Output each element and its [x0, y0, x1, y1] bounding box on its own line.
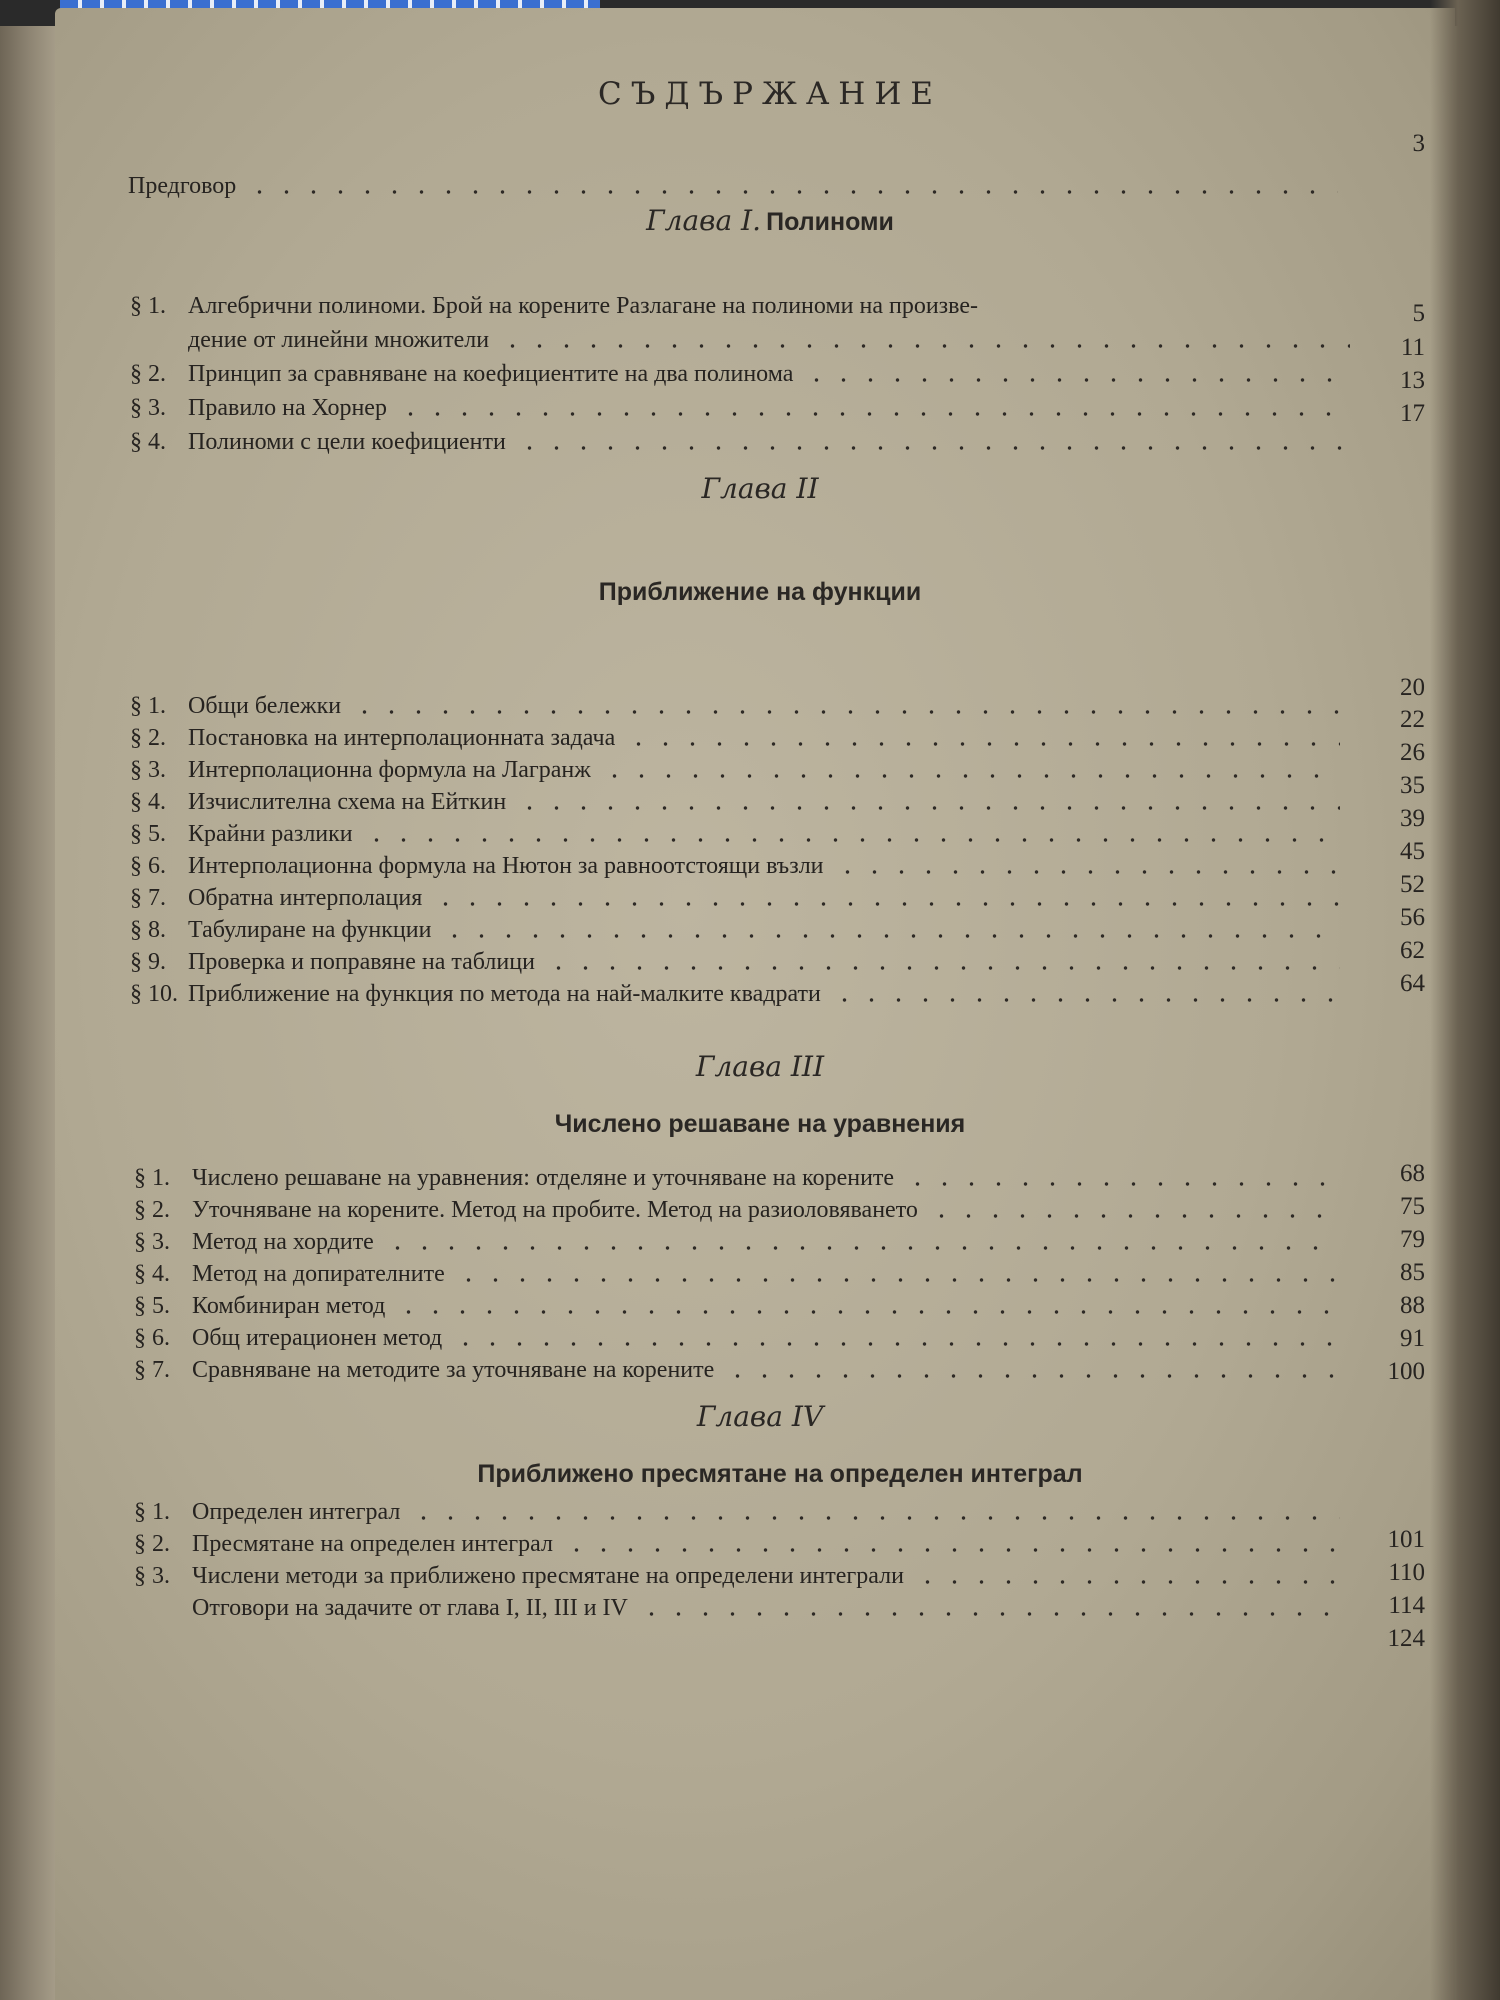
page-gutter-shadow	[1430, 0, 1500, 2000]
dot-leader	[545, 966, 1340, 970]
toc-entry: § 3. Метод на хордите	[134, 1224, 1350, 1256]
chapter4-heading-title: Приближено пресмятане на определен интеграл	[477, 1460, 1083, 1488]
page-number: 45	[1400, 838, 1425, 865]
page-number: 17	[1400, 400, 1425, 427]
page-number: 56	[1400, 904, 1425, 931]
dot-leader	[638, 1612, 1340, 1616]
toc-entry-preface	[128, 168, 1348, 200]
chapter3-heading-title: Числено решаване на уравнения	[554, 1110, 966, 1138]
dot-leader	[397, 412, 1350, 416]
page-number: 91	[1400, 1325, 1425, 1352]
page-number: 3	[1412, 130, 1425, 157]
toc-entry: § 7. Обратна интерполация	[130, 880, 1350, 912]
dot-leader	[410, 1516, 1340, 1520]
toc-entry: § 1. Алгебрични полиноми. Брой на корените Разлагане на полиноми на произве-	[130, 293, 978, 319]
chapter1-heading: Глава I. Полиноми	[646, 204, 894, 237]
toc-entry: § 5. Крайни разлики	[130, 816, 1350, 848]
toc-entry: дение от линейни множители	[130, 322, 1360, 354]
page-number: 11	[1400, 334, 1425, 361]
dot-leader	[601, 774, 1340, 778]
toc-entry: § 4. Метод на допирателните	[134, 1256, 1350, 1288]
toc-entry: § 1. Числено решаване на уравнения: отделяне и уточняване на корените	[134, 1160, 1350, 1192]
dot-leader	[452, 1342, 1340, 1346]
dot-leader	[384, 1246, 1340, 1250]
page-number: 20	[1400, 674, 1425, 701]
page-number: 26	[1400, 739, 1425, 766]
toc-entry: § 2. Принцип за сравняване на коефициентите на два полинома	[130, 356, 1360, 388]
dot-leader	[441, 934, 1340, 938]
toc-entry: § 10. Приближение на функция по метода на най-малките квадрати	[130, 976, 1350, 1008]
chapter2-heading-title: Приближение на функции	[598, 578, 922, 606]
dot-leader	[516, 446, 1350, 450]
toc-entry: § 9. Проверка и поправяне на таблици	[130, 944, 1350, 976]
page-number: 114	[1388, 1592, 1425, 1619]
toc-entry: § 7. Сравняване на методите за уточняване на корените	[134, 1352, 1350, 1384]
page-number: 79	[1400, 1226, 1425, 1253]
toc-entry: § 8. Табулиране на функции	[130, 912, 1350, 944]
dot-leader	[904, 1182, 1340, 1186]
page-number: 5	[1412, 300, 1425, 327]
dot-leader	[724, 1374, 1340, 1378]
toc-entry: § 2. Постановка на интерполационната задача	[130, 720, 1350, 752]
dot-leader	[914, 1580, 1340, 1584]
toc-entry: § 4. Полиноми с цели коефициенти	[130, 424, 1360, 456]
toc-entry: § 6. Интерполационна формула на Нютон за равноотстоящи възли	[130, 848, 1350, 880]
chapter2-heading-label: Глава II	[701, 472, 819, 505]
toc-entry: § 2. Пресмятане на определен интеграл	[134, 1526, 1350, 1558]
page-number: 101	[1387, 1526, 1425, 1553]
toc-entry: § 3. Правило на Хорнер	[130, 390, 1360, 422]
toc-entry: § 5. Комбиниран метод	[134, 1288, 1350, 1320]
dot-leader	[351, 710, 1340, 714]
page-number: 88	[1400, 1292, 1425, 1319]
toc-entry-text: Предговор	[128, 173, 237, 199]
page-number: 85	[1400, 1259, 1425, 1286]
dot-leader	[499, 344, 1350, 348]
page-number: 22	[1400, 706, 1425, 733]
dot-leader	[625, 742, 1340, 746]
dot-leader	[928, 1214, 1340, 1218]
page-number: 100	[1387, 1358, 1425, 1385]
toc-entry: § 1. Определен интеграл	[134, 1494, 1350, 1526]
page-title: СЪДЪРЖАНИЕ	[597, 76, 943, 112]
toc-entry: § 2. Уточняване на корените. Метод на пробите. Метод на разиоловяването	[134, 1192, 1350, 1224]
dot-leader	[831, 998, 1340, 1002]
page-number: 62	[1400, 937, 1425, 964]
toc-entry: Отговори на задачите от глава I, II, III и IV	[134, 1590, 1350, 1622]
page-number: 124	[1387, 1625, 1425, 1652]
page-number: 68	[1400, 1160, 1425, 1187]
toc-entry: § 3. Интерполационна формула на Лагранж	[130, 752, 1350, 784]
page-number: 13	[1400, 367, 1425, 394]
dot-leader	[516, 806, 1340, 810]
page-number: 64	[1400, 970, 1425, 997]
dot-leader	[455, 1278, 1340, 1282]
chapter4-heading-label: Глава IV	[696, 1400, 824, 1433]
chapter3-heading-label: Глава III	[695, 1050, 825, 1083]
dot-leader	[563, 1548, 1340, 1552]
dot-leader	[432, 902, 1340, 906]
page-number: 75	[1400, 1193, 1425, 1220]
dot-leader	[834, 870, 1340, 874]
dot-leader	[395, 1310, 1340, 1314]
toc-entry: § 6. Общ итерационен метод	[134, 1320, 1350, 1352]
page-number: 52	[1400, 871, 1425, 898]
toc-entry: § 3. Числени методи за приближено пресмятане на определени интеграли	[134, 1558, 1350, 1590]
page-number: 110	[1388, 1559, 1425, 1586]
toc-entry: § 4. Изчислителна схема на Ейткин	[130, 784, 1350, 816]
page-number: 39	[1400, 805, 1425, 832]
toc-entry: § 1. Общи бележки	[130, 688, 1350, 720]
page-number: 35	[1400, 772, 1425, 799]
dot-leader	[363, 838, 1340, 842]
dot-leader	[246, 190, 1338, 194]
dot-leader	[803, 378, 1350, 382]
